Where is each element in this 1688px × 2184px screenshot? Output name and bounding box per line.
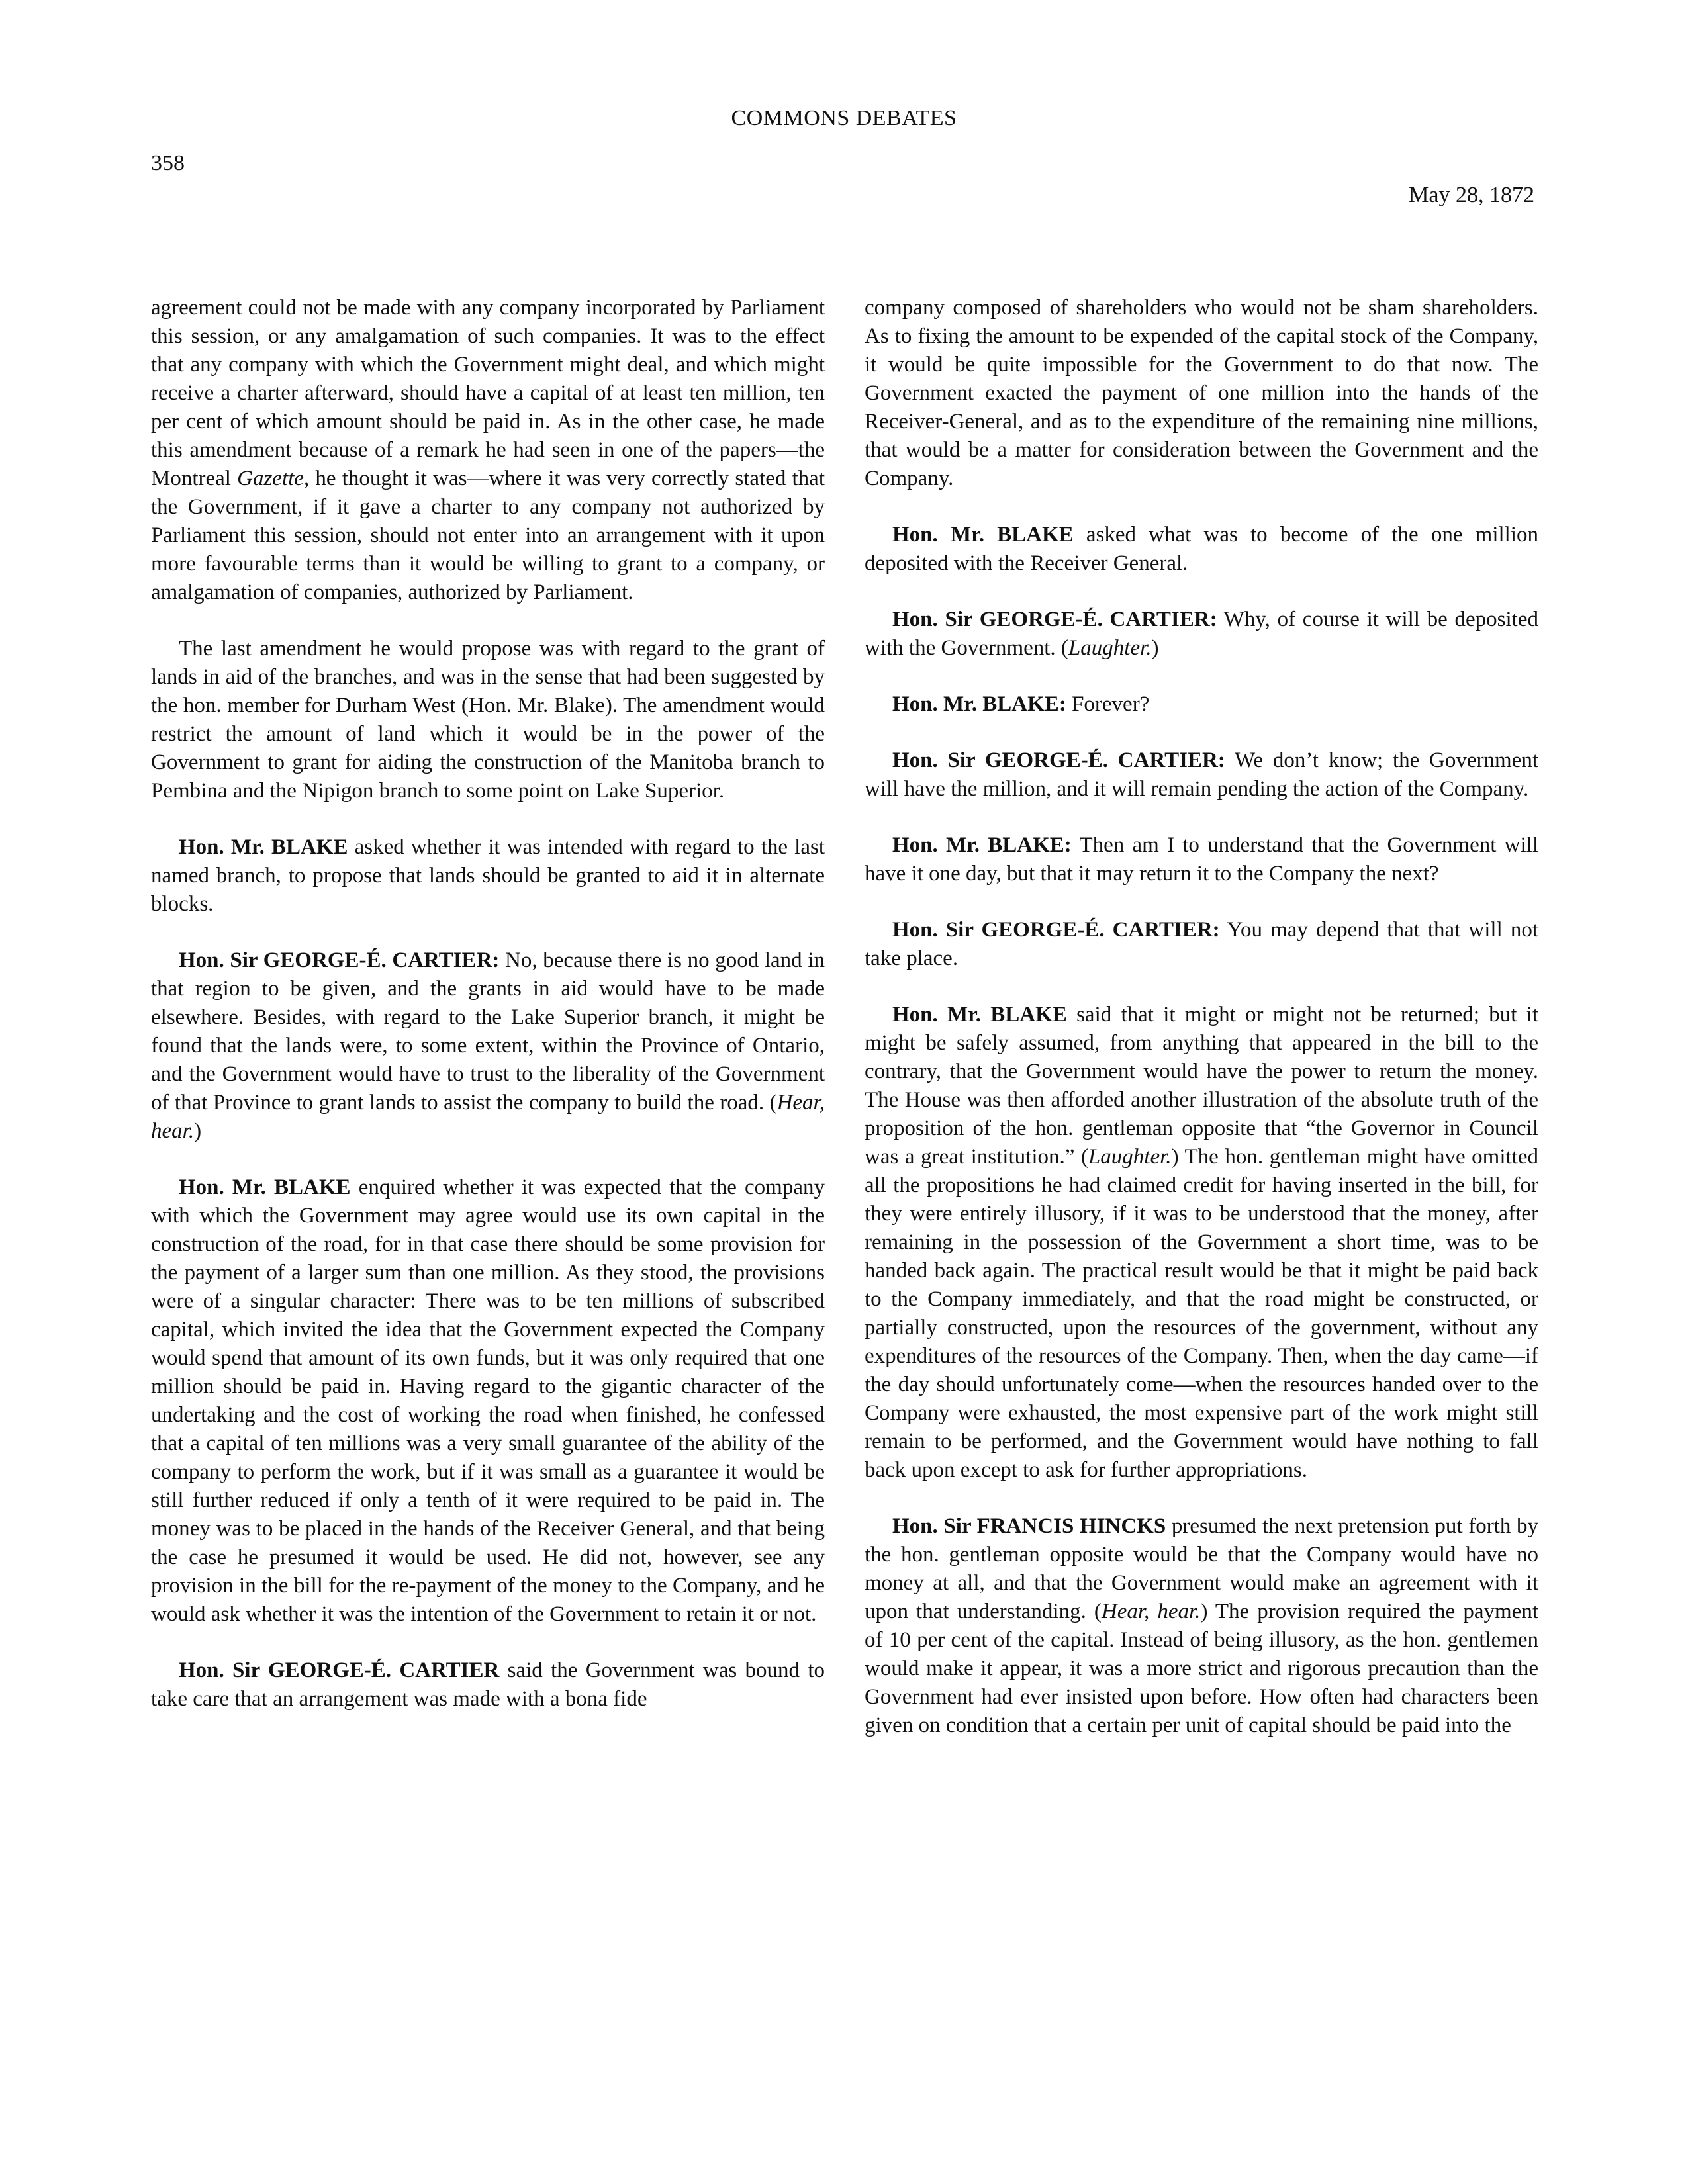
- speaker-name: Hon. Sir GEORGE-É. CARTIER:: [892, 749, 1225, 772]
- paragraph-text: asked whether it was intended with regard to the last named branch, to propose that lands should be granted to aid it in alternate blocks.: [151, 835, 825, 916]
- speaker-name: Hon. Mr. BLAKE: [892, 1003, 1067, 1026]
- paragraph-text: ) The hon. gentleman might have omitted all the propositions he had claimed credit for having inserted in the bill, for they were entirely illusory, if it was to be understood that the money, after remaining in the possession of the Government a short time, was to be handed back again. The practical result would be that it might be paid back to the Company immediately, and that the road might be constructed, or partially constructed, upon the resources of the government, without any expenditures of the resources of the Company. Then, when the day came—if the day should unfortunately come—when the resources handed over to the Company were exhausted, the most expensive part of the work might still remain to be performed, and the Government would have nothing to fall back upon except to ask for further appropriations.: [865, 1145, 1538, 1482]
- paragraph: [151, 1173, 825, 1629]
- italic-text: Laughter.: [1088, 1145, 1172, 1169]
- paragraph: [151, 294, 825, 607]
- paragraph-text: asked what was to become of the one million deposited with the Receiver General.: [865, 523, 1538, 575]
- paragraph-text: ): [1151, 636, 1159, 660]
- speaker-name: Hon. Mr. BLAKE:: [892, 692, 1066, 716]
- paragraph-text: ): [194, 1119, 202, 1143]
- paragraph-text: Why, of course it will be deposited with the Government. (: [865, 608, 1538, 660]
- paragraph-text: , he thought it was—where it was very correctly stated that the Government, if it gave a charter to any company not authorized by Parliament this session, should not enter into an arrangement with it upon more favourable terms than it would be willing to grant to a company, or amalgamation of companies, authorized by Parliament.: [151, 467, 825, 604]
- paragraph: [865, 916, 1538, 973]
- paragraph: [865, 690, 1538, 719]
- page-date: May 28, 1872: [1409, 183, 1534, 207]
- paragraph: [865, 1512, 1538, 1740]
- speaker-name: Hon. Mr. BLAKE:: [892, 833, 1072, 857]
- paragraph-text: said the Government was bound to take care that an arrangement was made with a bona fide: [151, 1659, 825, 1711]
- left-column: [151, 294, 825, 1741]
- speaker-name: Hon. Mr. BLAKE: [179, 835, 348, 859]
- paragraph-text: company composed of shareholders who would not be sham shareholders. As to fixing the amount to be expended of the capital stock of the Company, it would be quite impossible for the Government to do that now. The Government exacted the payment of one million into the hands of the Receiver-General, and as to the expenditure of the remaining nine millions, that would be a matter for consideration between the Government and the Company.: [865, 296, 1538, 490]
- paragraph-text: presumed the next pretension put forth by the hon. gentleman opposite would be that the Company would have no money at all, and that the Government would make an agreement with it upon that understanding. (: [865, 1514, 1539, 1623]
- paragraph: [865, 747, 1538, 803]
- italic-text: Laughter.: [1068, 636, 1152, 660]
- right-column: [865, 294, 1538, 1768]
- paragraph: [865, 521, 1538, 578]
- paragraph: [865, 606, 1538, 662]
- paragraph-text: We don’t know; the Government will have the million, and it will remain pending the action of the Company.: [865, 749, 1538, 801]
- paragraph: [151, 635, 825, 805]
- paragraph-text: Then am I to understand that the Government will have it one day, but that it may return it to the Company the next?: [865, 833, 1538, 886]
- speaker-name: Hon. Mr. BLAKE: [892, 523, 1074, 547]
- italic-text: Hear, hear.: [151, 1091, 825, 1143]
- paragraph: [151, 946, 825, 1146]
- paragraph-text: Forever?: [1066, 692, 1150, 716]
- speaker-name: Hon. Sir FRANCIS HINCKS: [892, 1514, 1166, 1538]
- speaker-name: Hon. Sir GEORGE-É. CARTIER: [179, 1659, 500, 1682]
- paragraph: [865, 294, 1538, 493]
- paragraph-text: enquired whether it was expected that the company with which the Government may agree would use its own capital in the construction of the road, for in that case there should be some provision for the payment of a larger sum than one million. As they stood, the provisions were of a singular character: There was to be ten millions of subscribed capital, which invited the idea that the Government expected the Company would spend that amount of its own funds, but it was only required that one million should be paid in. Having regard to the gigantic character of the undertaking and the cost of working the road when finished, he confessed that a capital of ten millions was a very small guarantee of the ability of the company to perform the work, but if it was small as a guarantee it would be still further reduced if only a tenth of it were required to be paid in. The money was to be placed in the hands of the Receiver General, and that being the case he presumed it would be used. He did not, however, see any provision in the bill for the re-payment of the money to the Company, and he would ask whether it was the intention of the Government to retain it or not.: [151, 1175, 825, 1626]
- speaker-name: Hon. Sir GEORGE-É. CARTIER:: [892, 608, 1217, 631]
- paragraph: [865, 831, 1538, 888]
- speaker-name: Hon. Mr. BLAKE: [179, 1175, 351, 1199]
- paragraph-text: agreement could not be made with any company incorporated by Parliament this session, or any amalgamation of such companies. It was to the effect that any company with which the Government might deal, and which might receive a charter afterward, should have a capital of at least ten million, ten per cent of which amount should be paid in. As in the other case, he made this amendment because of a remark he had seen in one of the papers—the Montreal: [151, 296, 825, 490]
- paragraph-text: You may depend that that will not take place.: [865, 918, 1538, 970]
- paragraph: [151, 833, 825, 919]
- paragraph: [865, 1001, 1538, 1484]
- paragraph-text: ) The provision required the payment of 10 per cent of the capital. Instead of being illusory, as the hon. gentlemen would make it appear, it was a more strict and rigorous precaution than the Government had ever insisted upon before. How often had characters been given on condition that a certain per unit of capital should be paid into the: [865, 1600, 1538, 1737]
- paragraph-text: said that it might or might not be returned; but it might be safely assumed, from anything that appeared in the bill to the contrary, that the Government would have the power to return the money. The House was then afforded another illustration of the absolute truth of the proposition of the hon. gentleman opposite that “the Governor in Council was a great institution.” (: [865, 1003, 1538, 1169]
- speaker-name: Hon. Sir GEORGE-É. CARTIER:: [892, 918, 1220, 942]
- speaker-name: Hon. Sir GEORGE-É. CARTIER:: [179, 948, 500, 972]
- italic-text: Hear, hear.: [1101, 1600, 1201, 1623]
- paragraph-text: No, because there is no good land in that region to be given, and the grants in aid would have to be made elsewhere. Besides, with regard to the Lake Superior branch, it might be found that the lands were, to some extent, within the Province of Ontario, and the Government would have to trust to the liberality of the Government of that Province to grant lands to assist the company to build the road. (: [151, 948, 825, 1115]
- italic-text: Gazette: [237, 467, 304, 490]
- page-number: 358: [151, 151, 185, 175]
- paragraph: [151, 1657, 825, 1713]
- running-title: COMMONS DEBATES: [731, 106, 957, 130]
- paragraph-text: The last amendment he would propose was with regard to the grant of lands in aid of the branches, and was in the sense that had been suggested by the hon. member for Durham West (Hon. Mr. Blake). The amendment would restrict the amount of land which it would be in the power of the Government to grant for aiding the construction of the Manitoba branch to Pembina and the Nipigon branch to some point on Lake Superior.: [151, 637, 825, 803]
